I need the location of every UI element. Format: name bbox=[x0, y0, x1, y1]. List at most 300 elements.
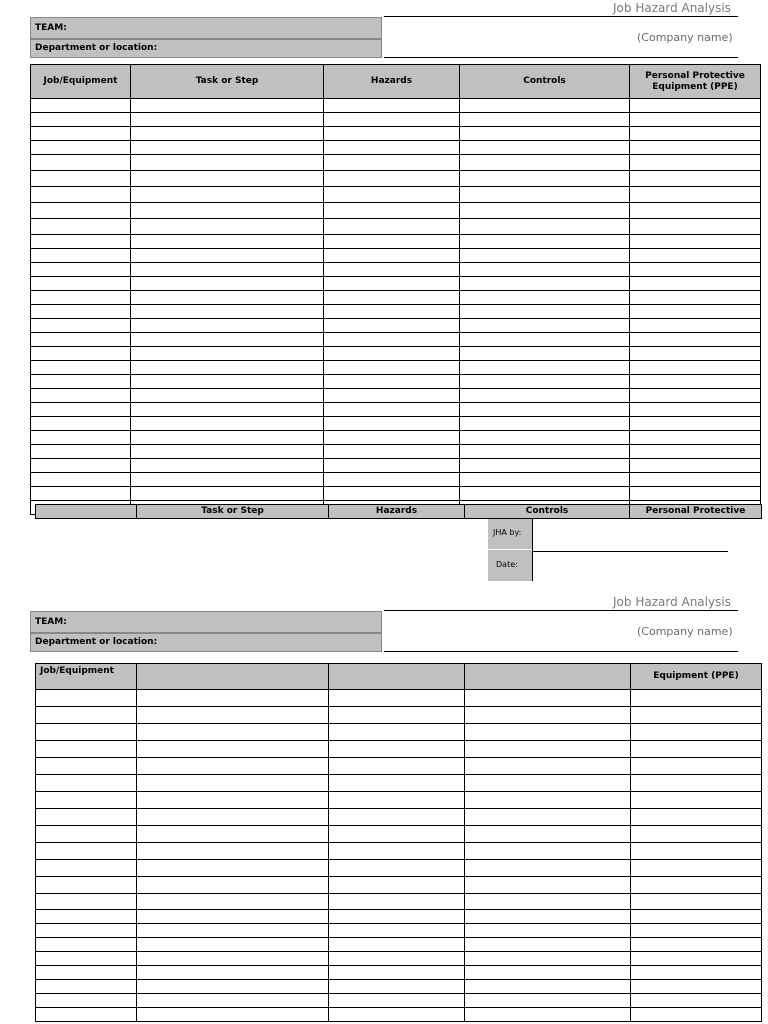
table-cell[interactable] bbox=[31, 113, 131, 127]
form-title-2: Job Hazard Analysis bbox=[613, 595, 731, 609]
table-cell[interactable] bbox=[465, 966, 631, 980]
table-row bbox=[31, 473, 761, 487]
table-cell[interactable] bbox=[631, 792, 762, 809]
table-row bbox=[31, 389, 761, 403]
table-cell[interactable] bbox=[36, 843, 137, 860]
table-cell[interactable] bbox=[137, 938, 329, 952]
table-cell[interactable] bbox=[131, 187, 324, 203]
table-cell[interactable] bbox=[137, 910, 329, 924]
table-cell[interactable] bbox=[329, 860, 465, 877]
table-cell[interactable] bbox=[630, 263, 761, 277]
table-cell[interactable] bbox=[465, 758, 631, 775]
table-cell[interactable] bbox=[31, 277, 131, 291]
table-cell[interactable] bbox=[631, 910, 762, 924]
table-row bbox=[31, 155, 761, 171]
table-cell[interactable] bbox=[630, 459, 761, 473]
table-cell[interactable] bbox=[131, 347, 324, 361]
col-job-equipment-2: Job/Equipment bbox=[36, 664, 137, 690]
table-row bbox=[36, 724, 762, 741]
table-cell[interactable] bbox=[329, 724, 465, 741]
jha-by-label-cell bbox=[488, 519, 532, 549]
table-cell[interactable] bbox=[137, 775, 329, 792]
table-row bbox=[31, 187, 761, 203]
table-cell[interactable] bbox=[137, 980, 329, 994]
team-row bbox=[30, 17, 382, 39]
table-cell[interactable] bbox=[630, 417, 761, 431]
table-cell[interactable] bbox=[131, 487, 324, 501]
table-cell[interactable] bbox=[31, 171, 131, 187]
table-cell[interactable] bbox=[31, 127, 131, 141]
table-cell[interactable] bbox=[324, 319, 460, 333]
table-cell[interactable] bbox=[324, 171, 460, 187]
table-cell[interactable] bbox=[460, 305, 630, 319]
department-label: Department or location: bbox=[35, 43, 158, 53]
table-cell[interactable] bbox=[36, 707, 137, 724]
table-cell[interactable] bbox=[460, 141, 630, 155]
table-cell[interactable] bbox=[460, 431, 630, 445]
table-cell[interactable] bbox=[460, 263, 630, 277]
table-cell[interactable] bbox=[631, 724, 762, 741]
table-cell[interactable] bbox=[324, 127, 460, 141]
table-cell[interactable] bbox=[137, 924, 329, 938]
table-cell[interactable] bbox=[36, 966, 137, 980]
table-cell[interactable] bbox=[324, 473, 460, 487]
table-cell[interactable] bbox=[630, 305, 761, 319]
table-cell[interactable] bbox=[630, 99, 761, 113]
table-cell[interactable] bbox=[460, 375, 630, 389]
table-cell[interactable] bbox=[631, 1008, 762, 1022]
table-cell[interactable] bbox=[36, 980, 137, 994]
table-cell[interactable] bbox=[465, 877, 631, 894]
team-label: TEAM: bbox=[35, 23, 67, 33]
table-cell[interactable] bbox=[31, 291, 131, 305]
table-cell[interactable] bbox=[630, 431, 761, 445]
table-cell[interactable] bbox=[137, 826, 329, 843]
table-cell[interactable] bbox=[631, 877, 762, 894]
table-cell[interactable] bbox=[137, 877, 329, 894]
table-cell[interactable] bbox=[31, 155, 131, 171]
table-cell[interactable] bbox=[324, 389, 460, 403]
table-cell[interactable] bbox=[329, 952, 465, 966]
table-cell[interactable] bbox=[460, 347, 630, 361]
table-cell[interactable] bbox=[131, 375, 324, 389]
table-cell[interactable] bbox=[329, 758, 465, 775]
table-cell[interactable] bbox=[630, 403, 761, 417]
table-cell[interactable] bbox=[137, 809, 329, 826]
table-cell[interactable] bbox=[324, 417, 460, 431]
table-cell[interactable] bbox=[329, 775, 465, 792]
table-cell[interactable] bbox=[630, 333, 761, 347]
table-cell[interactable] bbox=[460, 219, 630, 235]
table-cell[interactable] bbox=[329, 966, 465, 980]
table-cell[interactable] bbox=[465, 809, 631, 826]
table-cell[interactable] bbox=[465, 707, 631, 724]
table-cell[interactable] bbox=[329, 894, 465, 910]
jha-by-label: JHA by: bbox=[493, 528, 522, 537]
table-cell[interactable] bbox=[631, 938, 762, 952]
table-cell[interactable] bbox=[631, 924, 762, 938]
table-cell[interactable] bbox=[465, 952, 631, 966]
table-cell[interactable] bbox=[630, 113, 761, 127]
table-cell[interactable] bbox=[329, 809, 465, 826]
table-cell[interactable] bbox=[460, 155, 630, 171]
table-cell[interactable] bbox=[465, 690, 631, 707]
table-cell[interactable] bbox=[460, 249, 630, 263]
table-cell[interactable] bbox=[460, 361, 630, 375]
table-cell[interactable] bbox=[31, 417, 131, 431]
table-cell[interactable] bbox=[460, 445, 630, 459]
table-cell[interactable] bbox=[630, 127, 761, 141]
table-cell[interactable] bbox=[460, 417, 630, 431]
table-row bbox=[36, 980, 762, 994]
table-cell[interactable] bbox=[460, 277, 630, 291]
table-cell[interactable] bbox=[324, 347, 460, 361]
table-cell[interactable] bbox=[460, 203, 630, 219]
col-task-2 bbox=[137, 664, 329, 690]
table-cell[interactable] bbox=[460, 333, 630, 347]
table-cell[interactable] bbox=[460, 127, 630, 141]
table-cell[interactable] bbox=[131, 473, 324, 487]
table-cell[interactable] bbox=[631, 952, 762, 966]
table-cell[interactable] bbox=[36, 809, 137, 826]
jha-divider bbox=[532, 519, 533, 581]
table-cell[interactable] bbox=[460, 113, 630, 127]
table-cell[interactable] bbox=[324, 431, 460, 445]
table-cell[interactable] bbox=[329, 690, 465, 707]
table-cell[interactable] bbox=[131, 277, 324, 291]
table-cell[interactable] bbox=[324, 403, 460, 417]
table-cell[interactable] bbox=[36, 1008, 137, 1022]
table-cell[interactable] bbox=[137, 741, 329, 758]
table-cell[interactable] bbox=[460, 403, 630, 417]
table-cell[interactable] bbox=[131, 99, 324, 113]
table-cell[interactable] bbox=[630, 389, 761, 403]
table-cell[interactable] bbox=[465, 994, 631, 1008]
table-cell[interactable] bbox=[631, 966, 762, 980]
table-row bbox=[31, 263, 761, 277]
table-cell[interactable] bbox=[137, 792, 329, 809]
table-cell[interactable] bbox=[137, 860, 329, 877]
table-cell[interactable] bbox=[324, 141, 460, 155]
table-cell[interactable] bbox=[324, 459, 460, 473]
table-cell[interactable] bbox=[329, 826, 465, 843]
table-cell[interactable] bbox=[329, 792, 465, 809]
table-cell[interactable] bbox=[31, 333, 131, 347]
table-row bbox=[31, 127, 761, 141]
table-cell[interactable] bbox=[465, 775, 631, 792]
table-cell[interactable] bbox=[131, 431, 324, 445]
company-underline-2 bbox=[384, 651, 738, 652]
table-row bbox=[31, 375, 761, 389]
table-cell[interactable] bbox=[324, 333, 460, 347]
table-cell[interactable] bbox=[631, 809, 762, 826]
table-cell[interactable] bbox=[329, 1008, 465, 1022]
table-cell[interactable] bbox=[131, 235, 324, 249]
table-cell[interactable] bbox=[465, 894, 631, 910]
table-cell[interactable] bbox=[131, 445, 324, 459]
table-cell[interactable] bbox=[460, 187, 630, 203]
table-cell[interactable] bbox=[36, 877, 137, 894]
table-cell[interactable] bbox=[324, 203, 460, 219]
table-cell[interactable] bbox=[36, 924, 137, 938]
table-cell[interactable] bbox=[31, 403, 131, 417]
table-cell[interactable] bbox=[465, 860, 631, 877]
table-cell[interactable] bbox=[329, 741, 465, 758]
table-cell[interactable] bbox=[460, 99, 630, 113]
table-cell[interactable] bbox=[131, 291, 324, 305]
table-cell[interactable] bbox=[131, 141, 324, 155]
table-cell[interactable] bbox=[324, 99, 460, 113]
table-cell[interactable] bbox=[324, 277, 460, 291]
table-cell[interactable] bbox=[630, 187, 761, 203]
table-cell[interactable] bbox=[631, 994, 762, 1008]
table-cell[interactable] bbox=[324, 235, 460, 249]
table-cell[interactable] bbox=[131, 319, 324, 333]
col-ppe-2: Equipment (PPE) bbox=[631, 664, 762, 690]
table-cell[interactable] bbox=[324, 263, 460, 277]
table-cell[interactable] bbox=[131, 417, 324, 431]
company-name[interactable]: (Company name) bbox=[637, 31, 733, 44]
table-cell[interactable] bbox=[137, 966, 329, 980]
table-cell[interactable] bbox=[137, 1008, 329, 1022]
table-cell[interactable] bbox=[324, 291, 460, 305]
table-cell[interactable] bbox=[630, 347, 761, 361]
table-cell[interactable] bbox=[630, 155, 761, 171]
table-cell[interactable] bbox=[137, 994, 329, 1008]
table-cell[interactable] bbox=[31, 187, 131, 203]
table-cell[interactable] bbox=[465, 792, 631, 809]
table-row bbox=[31, 417, 761, 431]
table-cell[interactable] bbox=[329, 843, 465, 860]
table-cell[interactable] bbox=[31, 389, 131, 403]
table-cell[interactable] bbox=[630, 361, 761, 375]
table-cell[interactable] bbox=[465, 938, 631, 952]
table-cell[interactable] bbox=[31, 319, 131, 333]
table-cell[interactable] bbox=[465, 980, 631, 994]
title-underline bbox=[384, 16, 738, 17]
table-cell[interactable] bbox=[329, 707, 465, 724]
department-row bbox=[30, 39, 382, 58]
table-cell[interactable] bbox=[631, 775, 762, 792]
table-cell[interactable] bbox=[131, 155, 324, 171]
table-cell[interactable] bbox=[630, 375, 761, 389]
col-controls: Controls bbox=[460, 65, 630, 99]
table-cell[interactable] bbox=[465, 826, 631, 843]
table-cell[interactable] bbox=[131, 305, 324, 319]
table-cell[interactable] bbox=[460, 389, 630, 403]
table-row bbox=[36, 994, 762, 1008]
table-cell[interactable] bbox=[324, 361, 460, 375]
table-cell[interactable] bbox=[36, 910, 137, 924]
table-row bbox=[36, 758, 762, 775]
table-cell[interactable] bbox=[36, 690, 137, 707]
table-cell[interactable] bbox=[631, 843, 762, 860]
table-cell[interactable] bbox=[31, 203, 131, 219]
table-cell[interactable] bbox=[324, 445, 460, 459]
table-cell[interactable] bbox=[460, 171, 630, 187]
table-cell[interactable] bbox=[36, 952, 137, 966]
table-cell[interactable] bbox=[631, 894, 762, 910]
table-cell[interactable] bbox=[324, 487, 460, 501]
table-cell[interactable] bbox=[630, 487, 761, 501]
table-cell[interactable] bbox=[324, 305, 460, 319]
table-row bbox=[31, 333, 761, 347]
table-cell[interactable] bbox=[630, 277, 761, 291]
table-row bbox=[31, 445, 761, 459]
table-cell[interactable] bbox=[36, 758, 137, 775]
table-cell[interactable] bbox=[131, 249, 324, 263]
table-cell[interactable] bbox=[131, 361, 324, 375]
table-cell[interactable] bbox=[31, 473, 131, 487]
table-cell[interactable] bbox=[36, 826, 137, 843]
table-cell[interactable] bbox=[630, 445, 761, 459]
table-cell[interactable] bbox=[630, 249, 761, 263]
table-cell[interactable] bbox=[329, 994, 465, 1008]
table-cell[interactable] bbox=[36, 994, 137, 1008]
company-name-2[interactable]: (Company name) bbox=[637, 625, 733, 638]
table-cell[interactable] bbox=[36, 724, 137, 741]
table-row bbox=[36, 741, 762, 758]
table-cell[interactable] bbox=[631, 980, 762, 994]
table-cell[interactable] bbox=[137, 843, 329, 860]
table-cell[interactable] bbox=[31, 347, 131, 361]
table-cell[interactable] bbox=[31, 263, 131, 277]
table-cell[interactable] bbox=[131, 389, 324, 403]
table-cell[interactable] bbox=[31, 305, 131, 319]
table-cell[interactable] bbox=[324, 249, 460, 263]
table-cell[interactable] bbox=[465, 741, 631, 758]
table-cell[interactable] bbox=[631, 690, 762, 707]
table-row bbox=[31, 347, 761, 361]
table-cell[interactable] bbox=[36, 775, 137, 792]
table-cell[interactable] bbox=[324, 219, 460, 235]
table-cell[interactable] bbox=[465, 843, 631, 860]
table-cell[interactable] bbox=[31, 99, 131, 113]
table-cell[interactable] bbox=[465, 924, 631, 938]
table-cell[interactable] bbox=[630, 291, 761, 305]
strip-col-ppe: Personal Protective bbox=[630, 505, 762, 519]
table-cell[interactable] bbox=[630, 141, 761, 155]
table-cell[interactable] bbox=[137, 724, 329, 741]
table-cell[interactable] bbox=[137, 707, 329, 724]
col-controls-2 bbox=[465, 664, 631, 690]
table-cell[interactable] bbox=[31, 487, 131, 501]
table-row bbox=[31, 249, 761, 263]
table-cell[interactable] bbox=[324, 113, 460, 127]
department-row-2 bbox=[30, 633, 382, 652]
table-cell[interactable] bbox=[630, 171, 761, 187]
table-cell[interactable] bbox=[31, 445, 131, 459]
strip-col-controls: Controls bbox=[465, 505, 630, 519]
table-cell[interactable] bbox=[631, 826, 762, 843]
table-row bbox=[36, 966, 762, 980]
table-row bbox=[31, 141, 761, 155]
table-cell[interactable] bbox=[131, 203, 324, 219]
table-row bbox=[36, 952, 762, 966]
table-cell[interactable] bbox=[131, 403, 324, 417]
col-task-or-step: Task or Step bbox=[131, 65, 324, 99]
table-cell[interactable] bbox=[31, 431, 131, 445]
table-cell[interactable] bbox=[329, 877, 465, 894]
table-cell[interactable] bbox=[630, 235, 761, 249]
table-cell[interactable] bbox=[31, 141, 131, 155]
team-row-2 bbox=[30, 611, 382, 633]
table-cell[interactable] bbox=[31, 361, 131, 375]
table-cell[interactable] bbox=[460, 235, 630, 249]
repeated-header-strip bbox=[35, 504, 762, 519]
table-cell[interactable] bbox=[630, 203, 761, 219]
table-cell[interactable] bbox=[36, 741, 137, 758]
table-cell[interactable] bbox=[329, 980, 465, 994]
table-cell[interactable] bbox=[631, 758, 762, 775]
table-cell[interactable] bbox=[630, 319, 761, 333]
table-cell[interactable] bbox=[31, 459, 131, 473]
table-cell[interactable] bbox=[465, 1008, 631, 1022]
table-cell[interactable] bbox=[324, 375, 460, 389]
table-cell[interactable] bbox=[131, 459, 324, 473]
hazard-table bbox=[30, 64, 761, 515]
table-cell[interactable] bbox=[631, 860, 762, 877]
table-cell[interactable] bbox=[460, 473, 630, 487]
table-cell[interactable] bbox=[465, 724, 631, 741]
table-row bbox=[36, 1008, 762, 1022]
table-cell[interactable] bbox=[131, 113, 324, 127]
table-cell[interactable] bbox=[131, 263, 324, 277]
table-cell[interactable] bbox=[131, 171, 324, 187]
table-row bbox=[36, 809, 762, 826]
table-cell[interactable] bbox=[131, 333, 324, 347]
table-cell[interactable] bbox=[36, 792, 137, 809]
table-cell[interactable] bbox=[137, 952, 329, 966]
table-cell[interactable] bbox=[329, 924, 465, 938]
table-cell[interactable] bbox=[137, 758, 329, 775]
table-cell[interactable] bbox=[36, 938, 137, 952]
table-cell[interactable] bbox=[460, 459, 630, 473]
table-cell[interactable] bbox=[631, 741, 762, 758]
jha-by-line[interactable] bbox=[532, 551, 728, 552]
table-cell[interactable] bbox=[630, 219, 761, 235]
table-cell[interactable] bbox=[31, 219, 131, 235]
col-hazards-2 bbox=[329, 664, 465, 690]
table-cell[interactable] bbox=[131, 219, 324, 235]
table-cell[interactable] bbox=[460, 487, 630, 501]
table-row bbox=[31, 319, 761, 333]
table-cell[interactable] bbox=[460, 319, 630, 333]
table-cell[interactable] bbox=[36, 860, 137, 877]
table-cell[interactable] bbox=[631, 707, 762, 724]
table-cell[interactable] bbox=[630, 473, 761, 487]
table-cell[interactable] bbox=[460, 291, 630, 305]
table-cell[interactable] bbox=[31, 249, 131, 263]
col-job-equipment: Job/Equipment bbox=[31, 65, 131, 99]
table-row bbox=[31, 171, 761, 187]
table-row bbox=[36, 707, 762, 724]
table-cell[interactable] bbox=[324, 187, 460, 203]
table-cell[interactable] bbox=[137, 690, 329, 707]
table-cell[interactable] bbox=[137, 894, 329, 910]
table-cell[interactable] bbox=[465, 910, 631, 924]
table-row bbox=[36, 843, 762, 860]
table-row bbox=[36, 877, 762, 894]
table-cell[interactable] bbox=[324, 155, 460, 171]
table-cell[interactable] bbox=[131, 127, 324, 141]
table-cell[interactable] bbox=[329, 938, 465, 952]
table-row bbox=[31, 431, 761, 445]
table-cell[interactable] bbox=[36, 894, 137, 910]
table-cell[interactable] bbox=[31, 235, 131, 249]
table-cell[interactable] bbox=[31, 375, 131, 389]
table-cell[interactable] bbox=[329, 910, 465, 924]
